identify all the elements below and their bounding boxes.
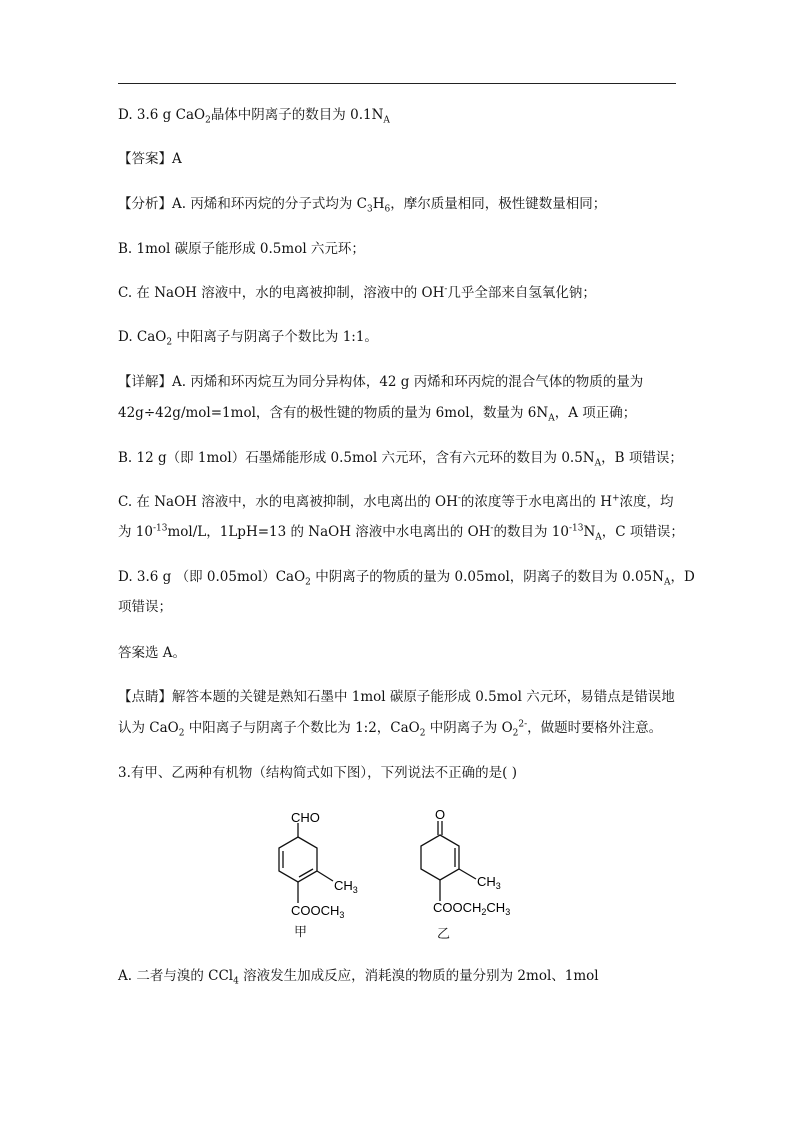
jia-methyl-label: $CH_3$: [334, 878, 358, 895]
yi-methyl-label: $CH_3$: [477, 874, 501, 891]
tip-2: 认为 CaO$_2$ 中阳离子与阴离子个数比为 1:2，CaO$_2$ 中阴离子为 $O_2^{2-}$，做题时要格外注意。: [118, 719, 663, 739]
molecule-yi: [421, 821, 476, 901]
jia-ester-label: $COOCH_3$: [291, 903, 345, 920]
detail-d-2: 项错误；: [118, 599, 172, 615]
analysis-d: D. CaO$_2$ 中阳离子与阴离子个数比为 1:1。: [118, 329, 378, 348]
yi-oxo-label: O: [435, 807, 446, 822]
tip-1: 【点睛】解答本题的关键是熟知石墨中 1mol 碳原子能形成 0.5mol 六元环，易错点是错误地: [118, 689, 675, 705]
option-d: D. 3.6 g CaO$_2$晶体中阴离子的数目为 $0.1N_A$: [118, 107, 390, 126]
header-rule: [118, 83, 676, 84]
analysis-a: 【分析】A. 丙烯和环丙烷的分子式均为 $C_3H_6$，摩尔质量相同，极性键数量相同；: [118, 196, 607, 215]
detail-b: B. 12 g（即 1mol）石墨烯能形成 0.5mol 六元环，含有六元环的数目为 $0.5N_A$，B 项错误；: [118, 450, 683, 469]
question-3-option-a: A. 二者与溴的 CCl$_4$ 溶液发生加成反应，消耗溴的物质的量分别为 2mol、1mol: [118, 968, 599, 987]
caption-yi: 乙: [437, 927, 451, 942]
detail-c-2: 为 $10^{-13}mol/L$，1LpH=13 的 NaOH 溶液中水电离出的 OH-的数目为 $10^{-13}N_A$，C 项错误；: [118, 523, 684, 543]
analysis-c: C. 在 NaOH 溶液中，水的电离被抑制，溶液中的 OH-几乎全部来自氢氧化钠；: [118, 284, 596, 301]
caption-jia: 甲: [294, 925, 308, 940]
answer-line: 【答案】A: [118, 151, 182, 167]
detail-c-1: C. 在 NaOH 溶液中，水的电离被抑制，水电离出的 OH-的浓度等于水电离出的 H+浓度，均: [118, 493, 674, 510]
detail-d-1: D. 3.6 g （即 0.05mol）CaO$_2$ 中阴离子的物质的量为 0.05mol，阴离子的数目为 $0.05N_A$，D: [118, 569, 695, 588]
molecule-jia: [279, 823, 333, 903]
yi-ester-label: $COOCH_2CH_3$: [433, 900, 511, 917]
jia-cho-label: CHO: [291, 810, 320, 825]
detail-a-2: 42g÷42g/mol=1mol，含有的极性键的物质的量为 6mol，数量为 $6N_A$，A 项正确；: [118, 405, 637, 424]
analysis-b: B. 1mol 碳原子能形成 0.5mol 六元环；: [118, 241, 365, 257]
question-3: 3.有甲、乙两种有机物（结构简式如下图），下列说法不正确的是( ): [118, 765, 517, 781]
detail-a-1: 【详解】A. 丙烯和环丙烷互为同分异构体，42 g 丙烯和环丙烷的混合气体的物质的量为: [118, 374, 644, 390]
answer-choice: 答案选 A。: [118, 645, 187, 661]
structure-figure: [258, 805, 538, 940]
